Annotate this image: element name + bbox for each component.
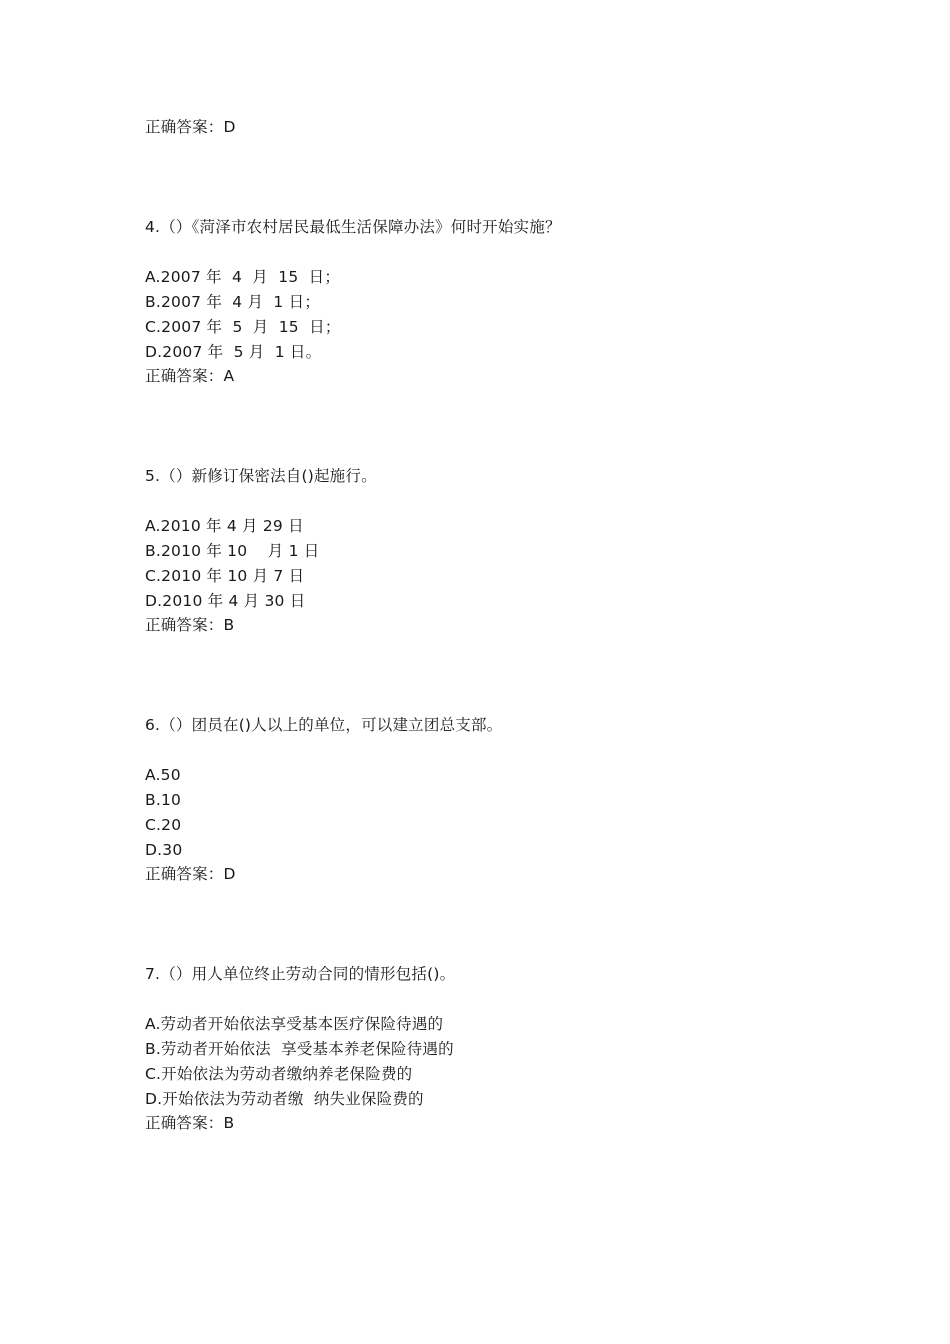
option-5a: A.2010 年 4 月 29 日 bbox=[145, 517, 304, 535]
option-7d: D.开始依法为劳动者缴 纳失业保险费的 bbox=[145, 1090, 424, 1108]
option-6b: B.10 bbox=[145, 791, 182, 809]
option-6a: A.50 bbox=[145, 766, 181, 784]
answer-line-q3: 正确答案：D bbox=[145, 118, 236, 136]
answer-line-q4: 正确答案：A bbox=[145, 367, 235, 385]
question-stem-6: 6.（）团员在()人以上的单位，可以建立团总支部。 bbox=[145, 716, 503, 734]
answer-line-q7: 正确答案：B bbox=[145, 1114, 235, 1132]
option-6c: C.20 bbox=[145, 816, 182, 834]
question-stem-7: 7.（）用人单位终止劳动合同的情形包括()。 bbox=[145, 965, 456, 983]
option-4a: A.2007 年 4 月 15 日； bbox=[145, 268, 341, 286]
option-7c: C.开始依法为劳动者缴纳养老保险费的 bbox=[145, 1065, 413, 1083]
option-4d: D.2007 年 5 月 1 日。 bbox=[145, 343, 322, 361]
answer-line-q5: 正确答案：B bbox=[145, 616, 235, 634]
option-5b: B.2010 年 10 月 1 日 bbox=[145, 542, 320, 560]
option-7b: B.劳动者开始依法 享受基本养老保险待遇的 bbox=[145, 1040, 454, 1058]
option-4c: C.2007 年 5 月 15 日； bbox=[145, 318, 341, 336]
question-stem-4: 4.（）《菏泽市农村居民最低生活保障办法》何时开始实施？ bbox=[145, 218, 561, 236]
option-5c: C.2010 年 10 月 7 日 bbox=[145, 567, 305, 585]
option-7a: A.劳动者开始依法享受基本医疗保险待遇的 bbox=[145, 1015, 444, 1033]
option-6d: D.30 bbox=[145, 841, 183, 859]
option-4b: B.2007 年 4 月 1 日； bbox=[145, 293, 321, 311]
question-stem-5: 5.（）新修订保密法自()起施行。 bbox=[145, 467, 377, 485]
answer-line-q6: 正确答案：D bbox=[145, 865, 236, 883]
option-5d: D.2010 年 4 月 30 日 bbox=[145, 592, 306, 610]
